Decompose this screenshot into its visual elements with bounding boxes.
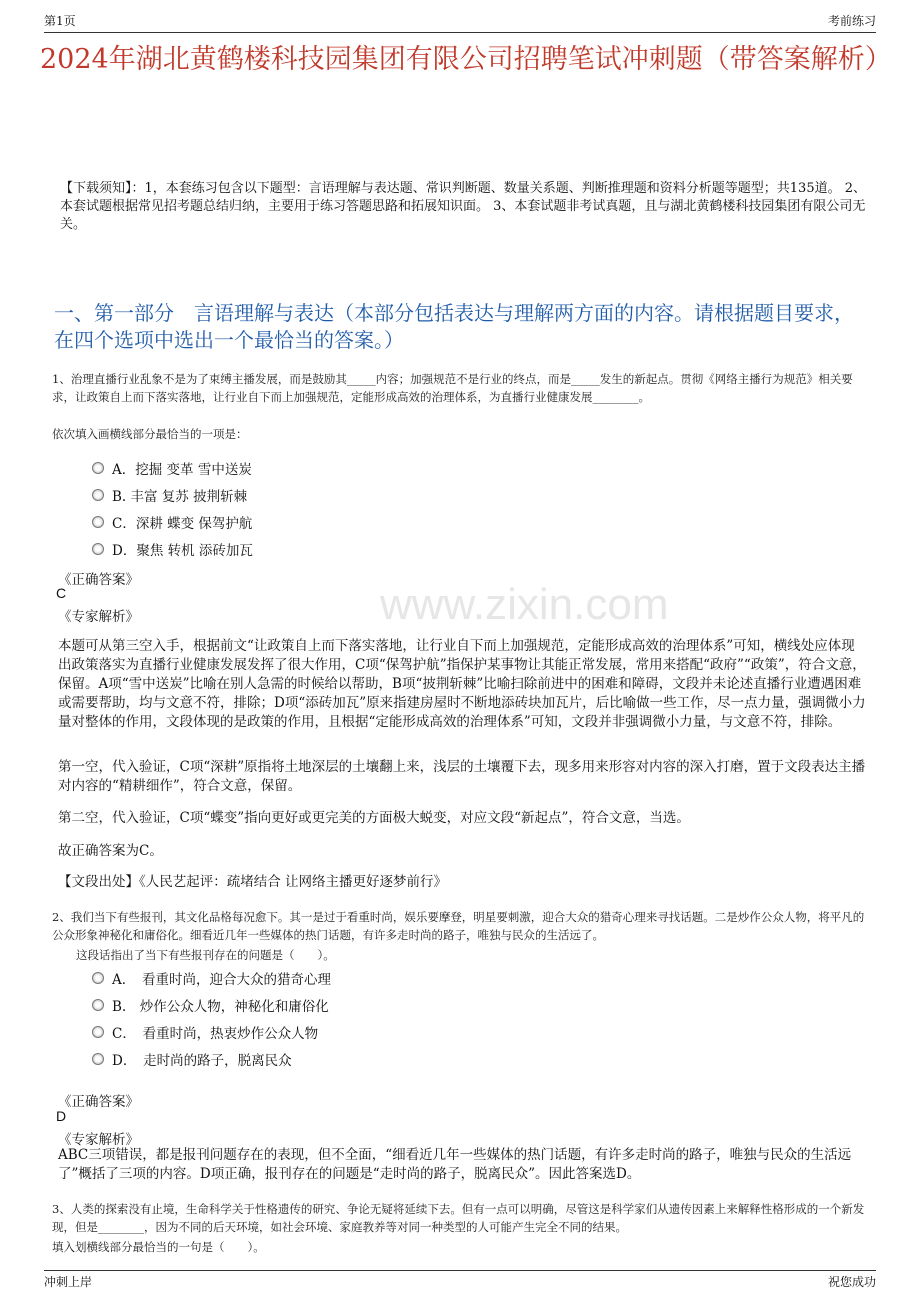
page-header <box>44 12 876 33</box>
q1-option-b[interactable]: B. 丰富 复苏 披荆斩棘 <box>92 485 247 505</box>
footer-left: 冲刺上岸 <box>44 1275 93 1289</box>
q1-option-c[interactable]: C．深耕 蝶变 保驾护航 <box>92 512 252 532</box>
question-1-prompt: 依次填入画横线部分最恰当的一项是： <box>52 427 248 441</box>
radio-icon[interactable] <box>92 543 104 555</box>
download-notice: 【下载须知】：1，本套练习包含以下题型：言语理解与表达题、常识判断题、数量关系题、判断推理题和资料分析题等题型；共135道。 2、本套试题根据常见招考题总结归纳，主要用于练习答题思路和拓展知识面。 3、本套试题非考试真题，且与湖北黄鹤楼科技园集团有限公司无关。 <box>60 181 866 232</box>
q1-analysis-label: 《专家解析》 <box>58 609 139 625</box>
q2-answer: D <box>56 1108 67 1124</box>
q1-analysis-paragraph: 第二空，代入验证，C项“蝶变”指向更好或更完美的方面极大蜕变，对应文段“新起点”，符合文意，当选。 <box>58 810 690 826</box>
radio-icon[interactable] <box>92 999 104 1011</box>
q1-analysis-paragraph: 第一空，代入验证，C项“深耕”原指将土地深层的土壤翻上来，浅层的土壤覆下去，现多用来形容对内容的深入打磨，置于文段表达主播对内容的“精耕细作”，符合文意，保留。 <box>58 759 866 794</box>
q2-answer-label: 《正确答案》 <box>58 1094 139 1110</box>
page-number: 第1页 <box>44 14 76 28</box>
question-2-prompt: 这段话指出了当下有些报刊存在的问题是（ ）。 <box>76 948 335 962</box>
q2-option-b[interactable]: B. 炒作公众人物，神秘化和庸俗化 <box>92 995 329 1015</box>
section-heading: 一、第一部分 言语理解与表达（本部分包括表达与理解两方面的内容。请根据题目要求，在四个选项中选出一个最恰当的答案。） <box>54 301 854 352</box>
radio-icon[interactable] <box>92 1026 104 1038</box>
q1-option-a[interactable]: A．挖掘 变革 雪中送炭 <box>92 458 252 478</box>
q1-answer-label: 《正确答案》 <box>58 572 139 588</box>
radio-icon[interactable] <box>92 1053 104 1065</box>
radio-icon[interactable] <box>92 516 104 528</box>
radio-icon[interactable] <box>92 462 104 474</box>
q2-analysis-label: 《专家解析》 <box>58 1132 139 1148</box>
header-label: 考前练习 <box>827 14 876 28</box>
q2-option-c[interactable]: C． 看重时尚，热衷炒作公众人物 <box>92 1022 318 1042</box>
footer-right: 祝您成功 <box>827 1275 876 1289</box>
radio-icon[interactable] <box>92 489 104 501</box>
page-footer <box>44 1270 876 1293</box>
question-3-prompt: 填入划横线部分最恰当的一句是（ ）。 <box>52 1240 265 1254</box>
watermark: www.zixin.com <box>380 580 669 629</box>
radio-icon[interactable] <box>92 972 104 984</box>
q2-option-d[interactable]: D． 走时尚的路子，脱离民众 <box>92 1049 292 1069</box>
question-2-stem: 2、我们当下有些报刊，其文化品格每况愈下。其一是过于看重时尚，娱乐要摩登，明星要刺激，迎合大众的猎奇心理来寻找话题。二是炒作公众人物，将平凡的公众形象神秘化和庸俗化。细看近几年一些媒体的热门话题，有许多走时尚的路子，唯独与民众的生活远了。 <box>52 910 865 942</box>
q1-analysis-paragraph: 本题可从第三空入手，根据前文“让政策自上而下落实落地，让行业自下而上加强规范，定能形成高效的治理体系”可知，横线处应体现出政策落实为直播行业健康发展发挥了很大作用，C项“保驾护航”指保护某事物让其能正常发展，常用来搭配“政府”“政策”，符合文意，保留。A项“雪中送炭”比喻在别人急需的时候给以帮助，B项“披荆斩棘”比喻扫除前进中的困难和障碍，文段并未论述直播行业遭遇困难或需要帮助，均与文意不符，排除；D项“添砖加瓦”原来指建房屋时不断地添砖块加瓦片，后比喻做一些工作，尽一点力量，强调微小力量对整体的作用，文段体现的是政策的作用，且根据“定能形成高效的治理体系”可知，文段并非强调微小力量，与文意不符，排除。 <box>58 638 866 730</box>
q2-option-a[interactable]: A． 看重时尚，迎合大众的猎奇心理 <box>92 968 331 988</box>
question-1-stem: 1、治理直播行业乱象不是为了束缚主播发展，而是鼓励其_____内容；加强规范不是行业的终点，而是_____发生的新起点。贯彻《网络主播行为规范》相关要求，让政策自上而下落实落地，让行业自下而上加强规范，定能形成高效的治理体系，为直播行业健康发展________。 <box>52 372 853 404</box>
q1-option-d[interactable]: D．聚焦 转机 添砖加瓦 <box>92 539 253 559</box>
q1-source: 【文段出处】《人民艺起评：疏堵结合 让网络主播更好逐梦前行》 <box>58 874 448 890</box>
question-3-stem: 3、人类的探索没有止境，生命科学关于性格遗传的研究、争论无疑将延续下去。但有一点可以明确，尽管这是科学家们从遗传因素上来解释性格形成的一个新发现，但是________，因为不同的后天环境，如社会环境、家庭教养等对同一种类型的人可能产生完全不同的结果。 <box>52 1202 865 1234</box>
document-title: 2024年湖北黄鹤楼科技园集团有限公司招聘笔试冲刺题（带答案解析） <box>40 44 892 75</box>
q1-answer: C <box>56 585 67 601</box>
q2-analysis: ABC三项错误，都是报刊问题存在的表现，但不全面，“细看近几年一些媒体的热门话题，有许多走时尚的路子，唯独与民众的生活远了”概括了三项的内容。D项正确，报刊存在的问题是“走时尚的路子，脱离民众”。因此答案选D。 <box>58 1147 852 1182</box>
q1-analysis-paragraph: 故正确答案为C。 <box>58 843 163 859</box>
